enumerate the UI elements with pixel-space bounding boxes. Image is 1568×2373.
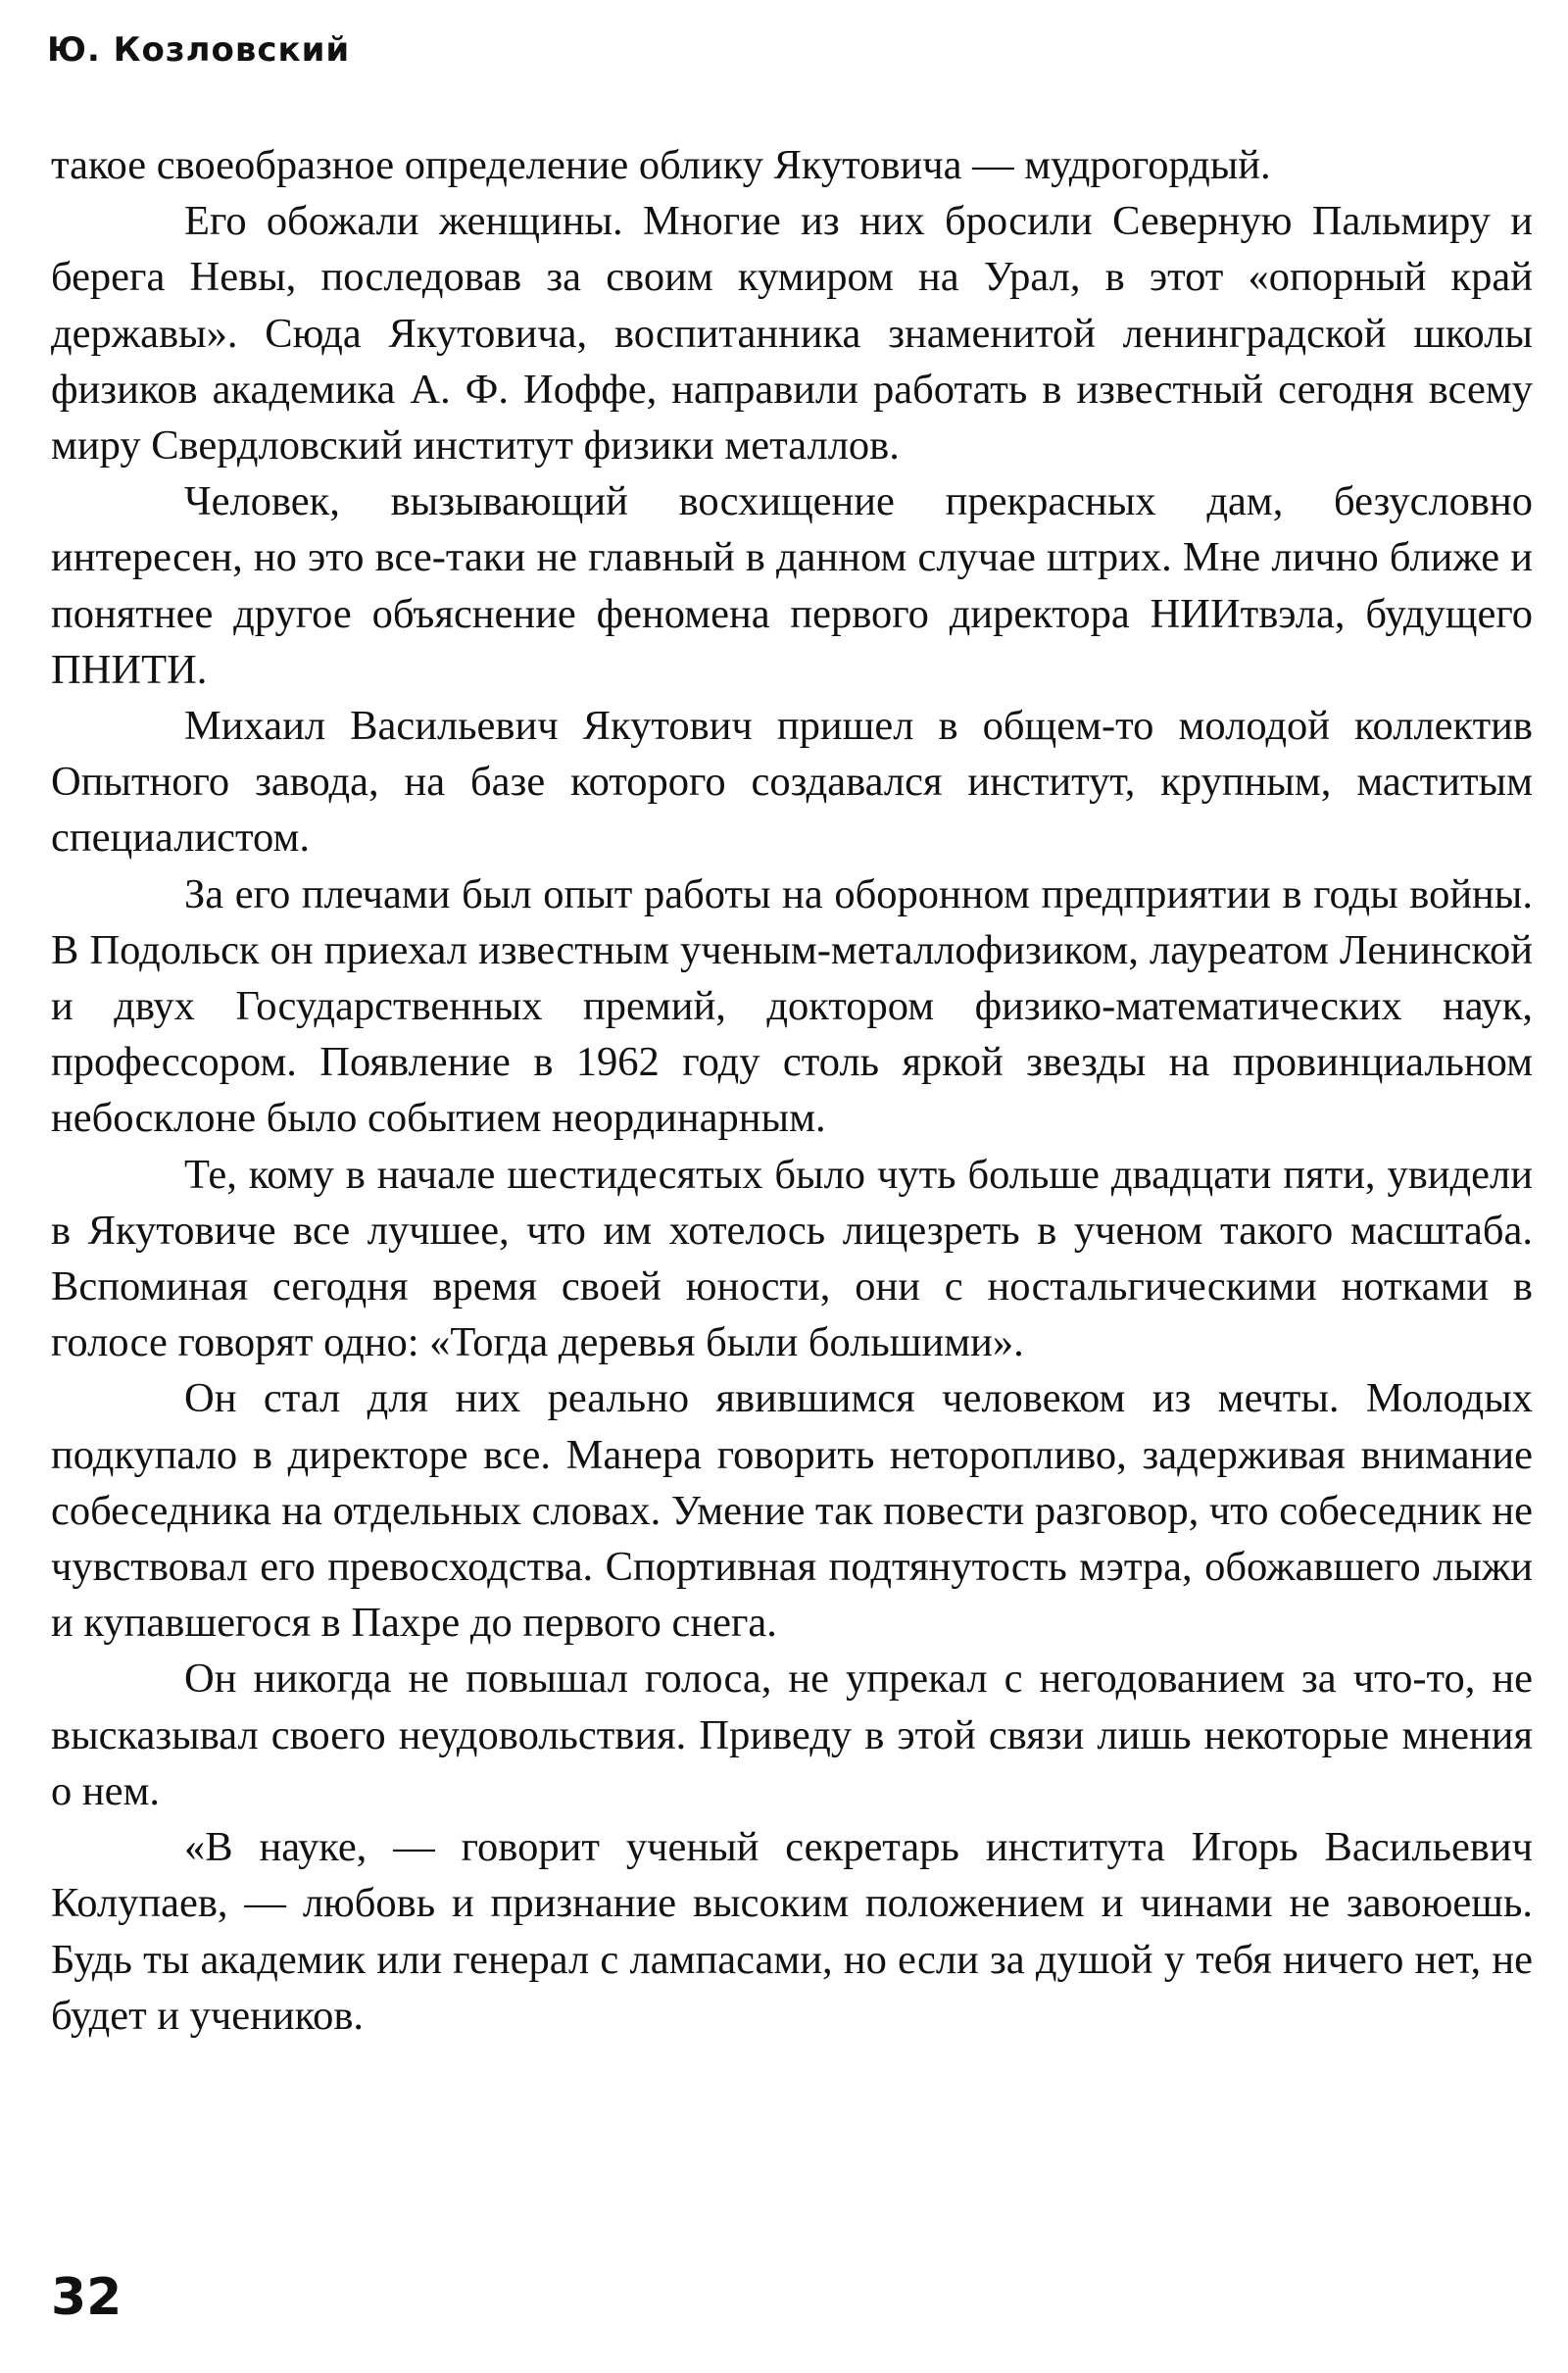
paragraph: Его обожали женщины. Многие из них бросили Северную Пальмиру и берега Невы, последовав за своим кумиром на Урал, в этот «опорный край державы». Сюда Якутовича, воспитанника знаменитой ленинградской школы физиков академика А. Ф. Иоффе, направили работать в известный сегодня всему миру Свердловский институт физики металлов. xyxy=(51,198,1533,470)
running-head-author: Ю. Козловский xyxy=(47,30,351,70)
paragraph: За его плечами был опыт работы на оборонном предприятии в годы войны. В Подольск он приехал известным ученым-металлофизиком, лауреатом Ленинской и двух Государственных премий, доктором физико-математических наук, профессором. Появление в 1962 году столь яркой звезды на провинциальном небосклоне было событием неординарным. xyxy=(51,870,1533,1142)
paragraph: Он стал для них реально явившимся человеком из мечты. Молодых подкупало в директоре все. Манера говорить неторопливо, задерживая внимание собеседника на отдельных словах. Умение так повести разговор, что собеседник не чувствовал его превосходства. Спортивная подтянутость мэтра, обожавшего лыжи и купавшегося в Пахре до первого снега. xyxy=(51,1375,1533,1647)
paragraph: Те, кому в начале шестидесятых было чуть больше двадцати пяти, увидели в Якутовиче все лучшее, что им хотелось лицезреть в ученом такого масштаба. Вспоминая сегодня время своей юности, они с ностальгическими нотками в голосе говорят одно: «Тогда деревья были большими». xyxy=(51,1151,1533,1366)
page-number: 32 xyxy=(51,2268,122,2327)
paragraph: Он никогда не повышал голоса, не упрекал с негодованием за что-то, не высказывал своего неудовольствия. Приведу в этой связи лишь некоторые мнения о нем. xyxy=(51,1656,1533,1814)
page-body-text xyxy=(51,137,1533,2044)
paragraph: Человек, вызывающий восхищение прекрасных дам, безусловно интересен, но это все-таки не главный в данном случае штрих. Мне лично ближе и понятнее другое объяснение феномена первого директора НИИтвэла, будущего ПНИТИ. xyxy=(51,478,1533,693)
paragraph-continued: такое своеобразное определение облику Якутовича — мудрогордый. xyxy=(51,142,1271,188)
paragraph: Михаил Васильевич Якутович пришел в общем-то молодой коллектив Опытного завода, на базе которого создавался институт, крупным, маститым специалистом. xyxy=(51,703,1533,862)
paragraph: «В науке, — говорит ученый секретарь института Игорь Васильевич Колупаев, — любовь и признание высоким положением и чинами не завоюешь. Будь ты академик или генерал с лампасами, но если за душой у тебя ничего нет, не будет и учеников. xyxy=(51,1824,1533,2039)
